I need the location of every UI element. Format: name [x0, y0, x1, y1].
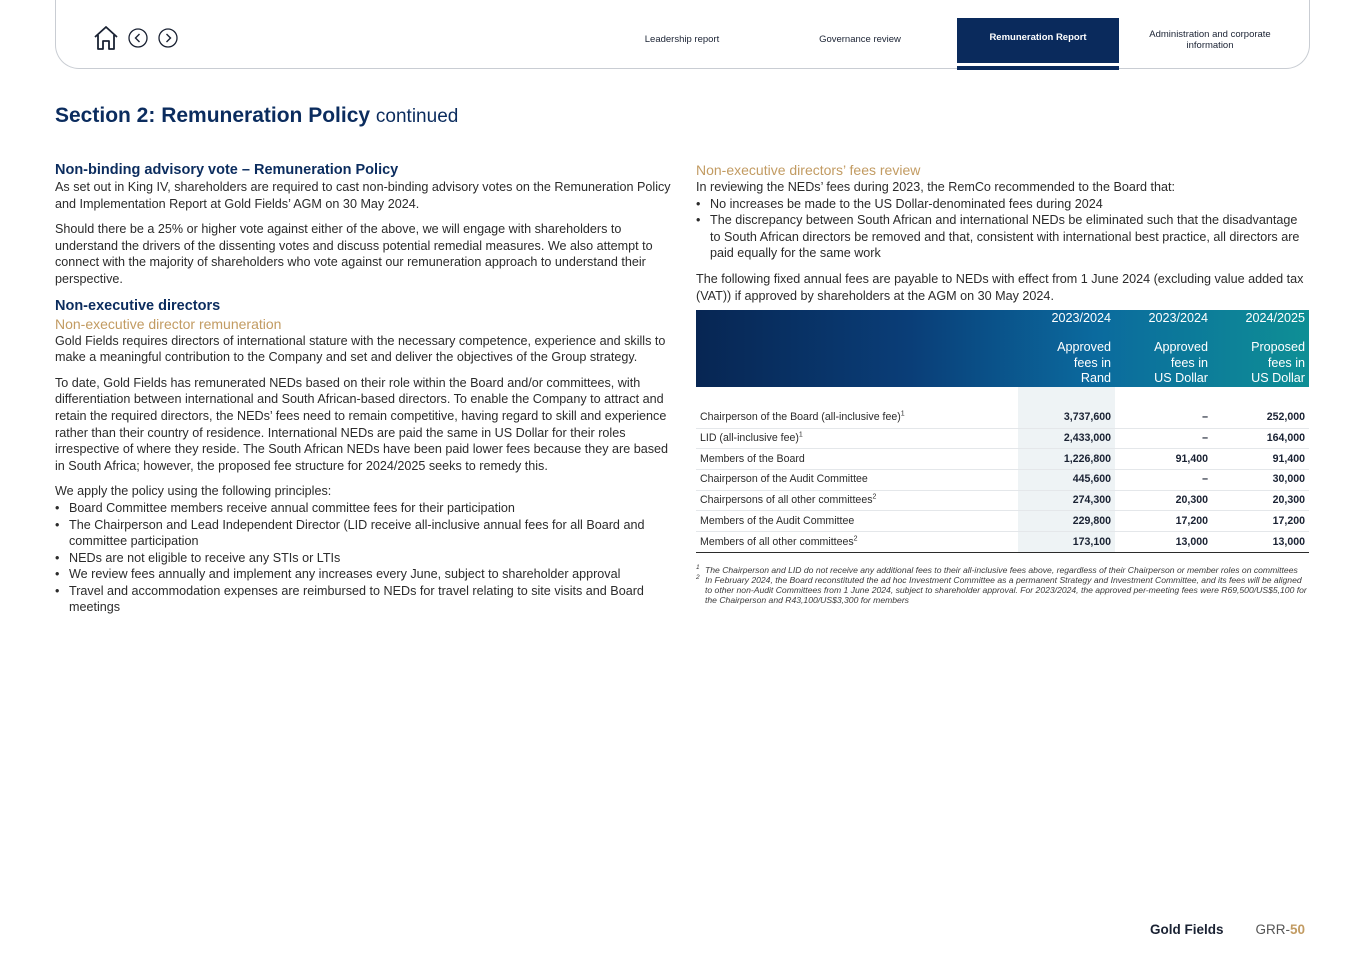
principles-list — [55, 500, 675, 616]
table-row — [696, 428, 1309, 449]
table-row — [696, 531, 1309, 552]
list-item: • Travel and accommodation expenses are reimbursed to NEDs for travel relating to site visits and Board meetings — [55, 583, 675, 616]
cell-proposed: 252,000 — [1212, 407, 1309, 428]
home-icon[interactable] — [92, 24, 120, 52]
row-label — [696, 407, 1018, 428]
forward-arrow-icon[interactable] — [158, 28, 178, 48]
right-column — [696, 161, 1310, 605]
page-title-main: Section 2: Remuneration Policy — [55, 104, 371, 127]
tab-administration[interactable]: Administration and corporate information — [1149, 29, 1271, 51]
ned-paragraph-2: To date, Gold Fields has remunerated NEDs based on their role within the Board and/or committees, with differentiation between international and South African-based directors. To enable the Company to attract and retain the required directors, the NEDs’ fees need to remain competitive, having regard to skill and experience rather than their country of residence. International NEDs are paid the same in US Dollar for their roles irrespective of where they reside. The South African NEDs have been paid lower fees because they are based in South Africa; however, the proposed fee structure for 2024/2025 seeks to remedy this. — [55, 375, 669, 473]
header-description-row — [696, 340, 1309, 387]
advisory-paragraph-2: Should there be a 25% or higher vote against either of the above, we will engage with shareholders to understand the drivers of the dissenting votes and discuss potential remedial measures. We also attempt to connect with the majority of shareholders who vote against our remuneration approach to understand their perspective. — [55, 222, 653, 286]
cell-usd: 20,300 — [1115, 490, 1212, 511]
col-header-line: Approved — [1154, 340, 1208, 355]
table-header — [696, 310, 1309, 387]
page-number-value: 50 — [1289, 922, 1305, 937]
header-label-cell — [696, 340, 1018, 387]
cell-usd: 13,000 — [1115, 531, 1212, 552]
row-label — [696, 428, 1018, 449]
cell-usd: – — [1115, 428, 1212, 449]
cell-rand: 2,433,000 — [1018, 428, 1115, 449]
cell-rand: 445,600 — [1018, 469, 1115, 490]
ned-fees-table — [696, 310, 1309, 553]
row-label — [696, 469, 1018, 490]
footnote-number: 2 — [696, 573, 700, 581]
page-number — [1255, 922, 1305, 937]
col-header-line: fees in — [1267, 355, 1305, 370]
cell-rand: 173,100 — [1018, 531, 1115, 552]
footnote — [696, 565, 1310, 575]
table-intro: The following fixed annual fees are payable to NEDs with effect from 1 June 2024 (excluding value added tax (VAT)) if approved by shareholders at the AGM on 30 May 2024. — [696, 271, 1304, 303]
footnote-number: 1 — [696, 563, 700, 571]
advisory-paragraph-1: As set out in King IV, shareholders are required to cast non-binding advisory votes on the Remuneration Policy and Implementation Report at Gold Fields’ AGM on 30 May 2024. — [55, 180, 671, 211]
col-header-line: fees in — [1073, 355, 1111, 370]
footer-brand: Gold Fields — [1149, 922, 1224, 937]
table-row — [696, 469, 1309, 490]
list-item: • The discrepancy between South African and international NEDs be eliminated such that the disadvantage to South African directors be removed and that, consistent with international best practice, all directors are paid equally for the same work — [696, 212, 1310, 262]
row-label-text: Members of the Audit Committee — [700, 514, 855, 527]
page-title — [55, 104, 458, 128]
ned-remuneration-subheading: Non-executive director remuneration — [55, 315, 282, 332]
cell-proposed: 17,200 — [1212, 511, 1309, 532]
col-header-label — [1212, 340, 1309, 387]
col-header-line: US Dollar — [1154, 371, 1208, 386]
cell-rand: 3,737,600 — [1018, 407, 1115, 428]
cell-rand: 229,800 — [1018, 511, 1115, 532]
list-item: • The Chairperson and Lead Independent Director (LID receive all-inclusive annual fees for all Board and committee participation — [55, 517, 675, 550]
tab-remuneration-report[interactable]: Remuneration Report — [957, 18, 1119, 63]
col-header-label — [1115, 340, 1212, 387]
col-header-year: 2024/2025 — [1245, 311, 1305, 326]
row-label — [696, 531, 1018, 552]
col-header-line: Proposed — [1251, 340, 1305, 355]
left-column — [55, 161, 675, 625]
footnote — [696, 575, 1310, 605]
list-item: • We review fees annually and implement any increases every June, subject to shareholder approval — [55, 566, 675, 583]
ned-heading: Non-executive directors — [55, 297, 221, 314]
col-header-line: fees in — [1170, 355, 1208, 370]
cell-usd: 91,400 — [1115, 449, 1212, 470]
cell-proposed: 13,000 — [1212, 531, 1309, 552]
principles-intro: We apply the policy using the following principles: — [55, 484, 332, 499]
table-row — [696, 490, 1309, 511]
page-footer — [1150, 922, 1305, 937]
row-label-text: Chairperson of the Audit Committee — [700, 473, 868, 486]
list-item: • Board Committee members receive annual committee fees for their participation — [55, 500, 675, 517]
fees-review-list — [696, 196, 1310, 262]
table-row — [696, 449, 1309, 470]
cell-usd: – — [1115, 469, 1212, 490]
cell-proposed: 30,000 — [1212, 469, 1309, 490]
footnote-text: In February 2024, the Board reconstituted the ad hoc Investment Committee as a permanent Strategy and Investment Committee, and its fees will be aligned to other non-Audit Committees from 1 June 2024, subject to shareholder approval. For 2023/2024, the approved per-meeting fees were R69,500/US$5,100 for the Chairperson and R43,100/US$3,300 for members — [705, 574, 1307, 605]
header-year-row — [696, 310, 1309, 340]
col-header-year: 2023/2024 — [1051, 311, 1111, 326]
back-arrow-icon[interactable] — [128, 28, 148, 48]
list-item: • No increases be made to the US Dollar-denominated fees during 2024 — [696, 196, 1310, 213]
footnote-ref: 2 — [872, 493, 877, 501]
top-navigation-bar — [55, 0, 1310, 69]
cell-rand: 1,226,800 — [1018, 449, 1115, 470]
row-label-text: Members of all other committees — [700, 535, 854, 548]
tab-leadership-report[interactable]: Leadership report — [644, 34, 720, 46]
footnote-ref: 2 — [853, 534, 858, 542]
row-label-text: LID (all-inclusive fee) — [700, 432, 799, 445]
fees-review-heading: Non-executive directors’ fees review — [696, 162, 921, 178]
col-header-label — [1018, 340, 1115, 387]
cell-proposed: 164,000 — [1212, 428, 1309, 449]
section-tabs — [601, 18, 1301, 63]
ned-paragraph-1: Gold Fields requires directors of international stature with the necessary competence, experience and skills to make a meaningful contribution to the Company and set and deliver the objectives of the Group strategy. — [55, 333, 666, 365]
col-header-line: US Dollar — [1251, 371, 1305, 386]
table-row — [696, 511, 1309, 532]
nav-icons — [92, 24, 188, 52]
row-label-text: Chairperson of the Board (all-inclusive fee) — [700, 411, 901, 424]
fees-review-intro: In reviewing the NEDs’ fees during 2023, the RemCo recommended to the Board that: — [696, 180, 1176, 194]
list-item: • NEDs are not eligible to receive any STIs or LTIs — [55, 550, 675, 567]
row-label — [696, 490, 1018, 511]
table-row — [696, 407, 1309, 428]
page-title-suffix: continued — [375, 106, 459, 127]
row-label-text: Chairpersons of all other committees — [700, 494, 873, 507]
cell-usd: 17,200 — [1115, 511, 1212, 532]
table-footnotes — [696, 565, 1310, 605]
header-label-cell — [696, 310, 1018, 340]
cell-proposed: 91,400 — [1212, 449, 1309, 470]
table-body — [696, 387, 1309, 553]
footnote-ref: 1 — [798, 431, 803, 439]
row-label-text: Members of the Board — [700, 452, 805, 465]
row-label — [696, 449, 1018, 470]
advisory-vote-heading: Non-binding advisory vote – Remuneration Policy — [55, 162, 399, 178]
cell-rand: 274,300 — [1018, 490, 1115, 511]
footnote-ref: 1 — [900, 410, 905, 418]
row-label — [696, 511, 1018, 532]
page-prefix: GRR- — [1255, 922, 1290, 937]
col-header-line: Approved — [1057, 340, 1111, 355]
col-header-line: Rand — [1080, 371, 1111, 386]
col-header-year: 2023/2024 — [1148, 311, 1208, 326]
footnote-text: The Chairperson and LID do not receive any additional fees to their all-inclusive fees above, regardless of their Chairperson or member roles on committees — [705, 564, 1298, 575]
tab-governance-review[interactable]: Governance review — [819, 34, 901, 46]
cell-usd: – — [1115, 407, 1212, 428]
cell-proposed: 20,300 — [1212, 490, 1309, 511]
table-spacer — [696, 387, 1309, 408]
